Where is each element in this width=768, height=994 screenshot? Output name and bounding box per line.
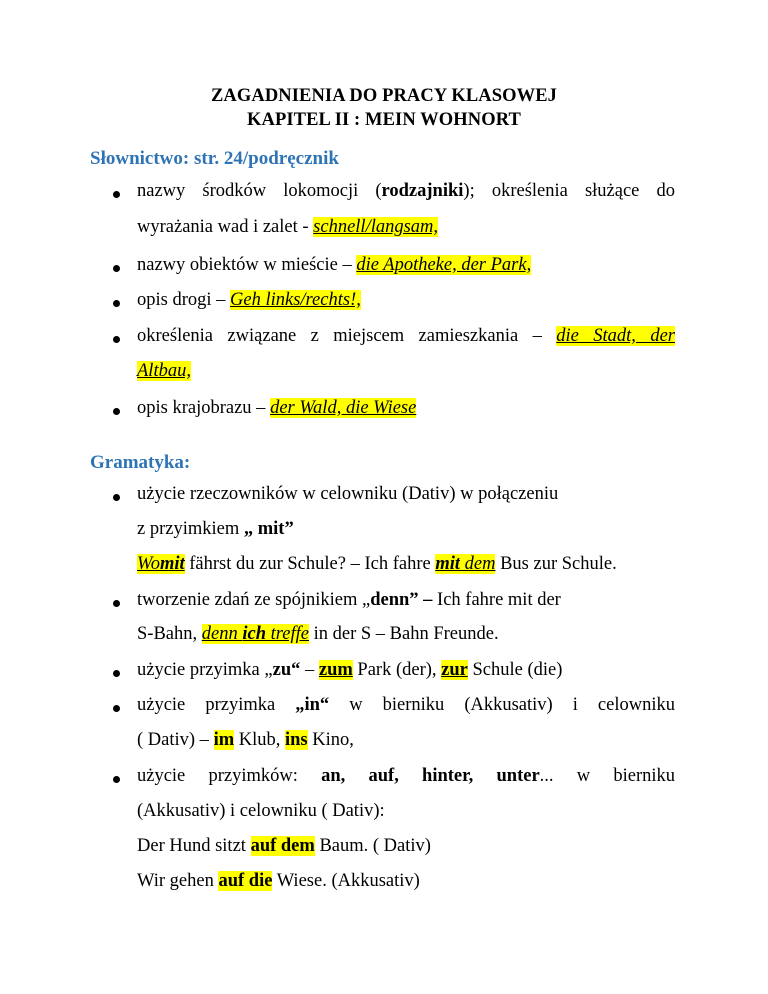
text-bold: „in“ xyxy=(295,695,330,715)
highlighted-example: ins xyxy=(285,730,308,750)
grammar-item-2-line-1 xyxy=(137,590,561,611)
highlighted-example: ich xyxy=(242,624,266,644)
vocab-item-1-line-1 xyxy=(137,181,675,202)
text: w bierniku (Akkusativ) i celowniku xyxy=(329,695,675,715)
highlighted-example: auf die xyxy=(218,871,273,891)
text: Der Hund sitzt xyxy=(137,836,251,856)
grammar-item-3 xyxy=(137,660,562,681)
grammar-item-1-line-1: użycie rzeczowników w celowniku (Dativ) w połączeniu xyxy=(137,484,559,504)
vocab-heading: Słownictwo: str. 24/podręcznik xyxy=(90,148,339,169)
title-line-2: KAPITEL II : MEIN WOHNORT xyxy=(247,110,521,130)
highlighted-example: Wo xyxy=(137,554,160,574)
grammar-item-5-example-2 xyxy=(137,871,420,892)
bullet-icon xyxy=(113,670,120,677)
highlighted-example: auf dem xyxy=(250,836,315,856)
bullet-icon xyxy=(113,408,120,415)
text: opis krajobrazu – xyxy=(137,398,271,418)
bullet-icon xyxy=(113,300,120,307)
text-bold: an, auf, hinter, unter xyxy=(321,766,540,786)
text: nazwy środków lokomocji ( xyxy=(137,181,382,201)
highlighted-example: zur xyxy=(441,660,468,680)
text-bold: rodzajniki xyxy=(381,181,464,201)
text: Baum. ( Dativ) xyxy=(314,836,431,856)
highlighted-example: treffe xyxy=(265,624,309,644)
grammar-item-5-line-1 xyxy=(137,766,675,787)
bullet-icon xyxy=(113,705,120,712)
text: ( Dativ) – xyxy=(137,730,214,750)
text-bold: denn” – xyxy=(370,590,433,610)
grammar-item-1-example xyxy=(137,554,617,575)
text: fährst du zur Schule? – Ich fahre xyxy=(184,554,436,574)
grammar-heading: Gramatyka: xyxy=(90,452,191,473)
highlighted-example: die Stadt, der xyxy=(556,326,675,346)
vocab-item-5 xyxy=(137,398,416,419)
text: użycie przyimka „ xyxy=(137,660,273,680)
highlighted-example: der Wald, die Wiese xyxy=(270,398,417,418)
text: użycie przyimków: xyxy=(137,766,322,786)
text: tworzenie zdań ze spójnikiem „ xyxy=(137,590,371,610)
bullet-icon xyxy=(113,600,120,607)
bullet-icon xyxy=(113,265,120,272)
grammar-item-4-line-1 xyxy=(137,695,675,716)
grammar-item-1-line-2 xyxy=(137,519,294,540)
vocab-item-4-line-1 xyxy=(137,326,675,347)
text: z przyimkiem xyxy=(137,519,244,539)
text: Kino, xyxy=(307,730,354,750)
text: – xyxy=(300,660,319,680)
text: in der S – Bahn Freunde. xyxy=(308,624,499,644)
highlighted-example: schnell/langsam, xyxy=(313,217,439,237)
text-bold: „ mit” xyxy=(243,519,294,539)
text: S-Bahn, xyxy=(137,624,202,644)
grammar-item-2-line-2 xyxy=(137,624,499,645)
bullet-icon xyxy=(113,191,120,198)
text: określenia związane z miejscem zamieszkania – xyxy=(137,326,557,346)
text: Wir gehen xyxy=(137,871,219,891)
highlighted-example: denn xyxy=(201,624,243,644)
text: Park (der), xyxy=(352,660,442,680)
bullet-icon xyxy=(113,494,120,501)
text: nazwy obiektów w mieście – xyxy=(137,255,357,275)
text: Bus zur Schule. xyxy=(495,554,617,574)
highlighted-example: zum xyxy=(318,660,353,680)
highlighted-example: mit xyxy=(159,554,185,574)
grammar-item-5-line-2: (Akkusativ) i celowniku ( Dativ): xyxy=(137,801,385,821)
vocab-item-3 xyxy=(137,290,361,311)
highlighted-example: mit xyxy=(435,554,460,574)
text: Klub, xyxy=(234,730,285,750)
highlighted-example: Geh links/rechts!, xyxy=(230,290,361,310)
highlighted-example: im xyxy=(213,730,235,750)
bullet-icon xyxy=(113,336,120,343)
highlighted-example: dem xyxy=(459,554,496,574)
text: użycie przyimka xyxy=(137,695,296,715)
highlighted-example: Altbau, xyxy=(137,361,191,381)
text: ... w bierniku xyxy=(539,766,675,786)
text: Schule (die) xyxy=(467,660,563,680)
text-bold: zu“ xyxy=(272,660,301,680)
text: ); określenia służące do xyxy=(463,181,676,201)
bullet-icon xyxy=(113,776,120,783)
text: wyrażania wad i zalet - xyxy=(137,217,314,237)
text: Wiese. (Akkusativ) xyxy=(272,871,420,891)
highlighted-example: die Apotheke, der Park, xyxy=(356,255,532,275)
grammar-item-4-line-2 xyxy=(137,730,354,751)
vocab-item-4-line-2 xyxy=(137,361,191,382)
text: opis drogi – xyxy=(137,290,231,310)
text: Ich fahre mit der xyxy=(432,590,561,610)
vocab-item-1-line-2 xyxy=(137,217,438,238)
vocab-item-2 xyxy=(137,255,531,276)
title-line-1: ZAGADNIENIA DO PRACY KLASOWEJ xyxy=(210,86,558,106)
grammar-item-5-example-1 xyxy=(137,836,431,857)
